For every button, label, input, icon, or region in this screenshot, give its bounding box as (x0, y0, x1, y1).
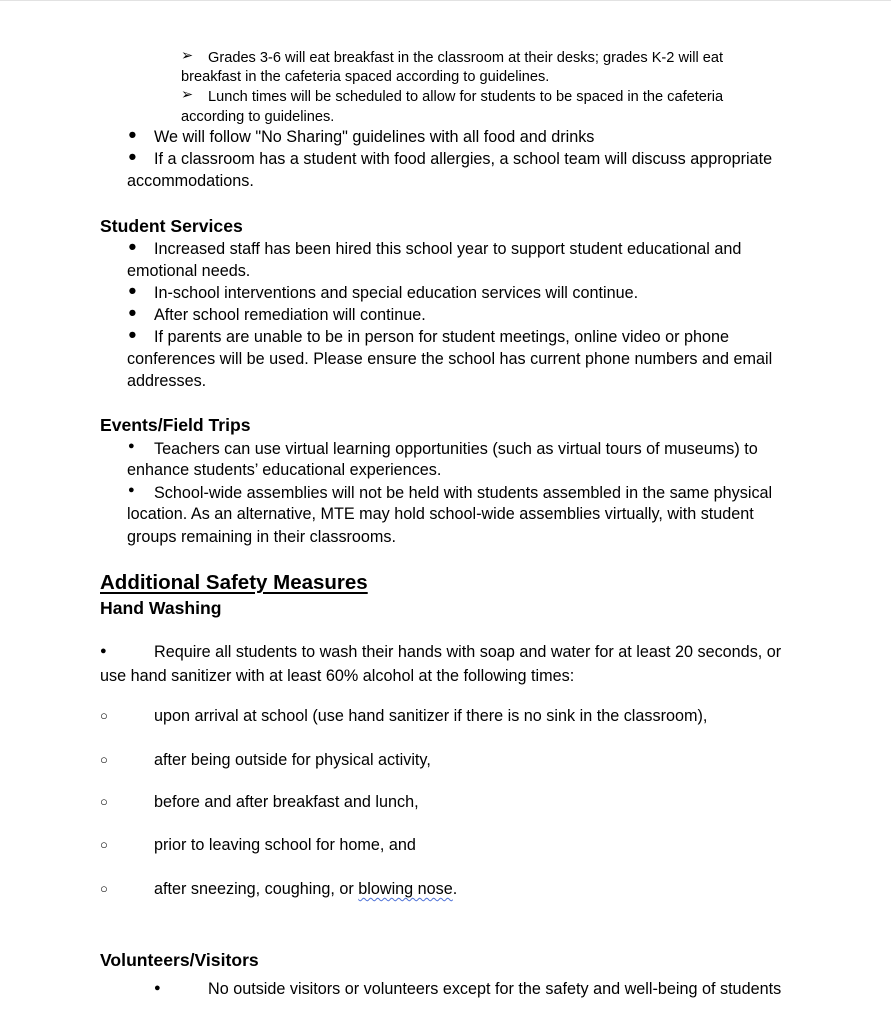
hand-washing-time-2: after being outside for physical activity, (154, 751, 431, 769)
hand-washing-time-5 (154, 878, 457, 900)
hand-washing-time-4: prior to leaving school for home, and (154, 836, 416, 854)
volunteers-item-1: No outside visitors or volunteers except for the safety and well-being of students (208, 980, 782, 998)
meals-sub-item-2-line2: according to guidelines. (181, 109, 335, 125)
meals-sub-item-1-line2: breakfast in the cafeteria spaced according to guidelines. (181, 69, 550, 85)
student-services-item-2-line1: In-school interventions and special education services will continue. (154, 284, 639, 302)
bullet-icon: ● (128, 127, 137, 143)
hand-washing-intro-line2: use hand sanitizer with at least 60% alcohol at the following times: (100, 667, 575, 685)
circle-bullet-icon: ○ (100, 708, 108, 723)
circle-bullet-icon: ○ (100, 752, 108, 767)
spellcheck-flagged-word[interactable]: blowing nose (358, 880, 453, 898)
student-services-item-4-line2: conferences will be used. Please ensure the school has current phone numbers and email (127, 350, 773, 368)
bullet-icon: ● (128, 305, 137, 321)
hand-washing-heading: Hand Washing (100, 598, 222, 618)
events-item-2-line1: School-wide assemblies will not be held with students assembled in the same physical (154, 484, 773, 502)
volunteers-heading: Volunteers/Visitors (100, 950, 259, 970)
meals-item-1-line1: We will follow "No Sharing" guidelines with all food and drinks (154, 128, 595, 146)
hand-washing-time-1: upon arrival at school (use hand sanitizer if there is no sink in the classroom), (154, 707, 708, 725)
arrow-bullet-icon: ➢ (181, 87, 194, 103)
bullet-icon: ● (128, 149, 137, 165)
events-heading: Events/Field Trips (100, 415, 251, 435)
student-services-item-1-line2: emotional needs. (127, 262, 251, 280)
events-item-2-line2: location. As an alternative, MTE may hold school-wide assemblies virtually, with student (127, 505, 754, 523)
student-services-item-3-line1: After school remediation will continue. (154, 306, 426, 324)
bullet-icon: ● (128, 327, 137, 343)
circle-bullet-icon: ○ (100, 881, 108, 896)
circle-bullet-icon: ○ (100, 794, 108, 809)
hand-washing-time-3: before and after breakfast and lunch, (154, 793, 419, 811)
page-top-border (0, 0, 891, 1)
hand-washing-time-5-prefix: after sneezing, coughing, or (154, 880, 359, 898)
arrow-bullet-icon: ➢ (181, 48, 194, 64)
bullet-icon: ● (128, 484, 135, 496)
events-item-1-line2: enhance students’ educational experiences. (127, 461, 442, 479)
events-item-2-line3: groups remaining in their classrooms. (127, 528, 397, 546)
circle-bullet-icon: ○ (100, 837, 108, 852)
events-item-1-line1: Teachers can use virtual learning opportunities (such as virtual tours of museums) to (154, 440, 758, 458)
hand-washing-intro-line1: Require all students to wash their hands with soap and water for at least 20 seconds, or (154, 643, 782, 661)
meals-item-2-line2: accommodations. (127, 172, 254, 190)
bullet-icon: ● (128, 283, 137, 299)
student-services-item-1-line1: Increased staff has been hired this school year to support student educational and (154, 240, 742, 258)
meals-sub-item-2-line1: Lunch times will be scheduled to allow for students to be spaced in the cafeteria (208, 89, 724, 105)
student-services-item-4-line1: If parents are unable to be in person for student meetings, online video or phone (154, 328, 730, 346)
meals-item-2-line1: If a classroom has a student with food allergies, a school team will discuss appropriate (154, 150, 773, 168)
bullet-icon: ● (100, 645, 107, 657)
bullet-icon: ● (128, 440, 135, 452)
hand-washing-time-5-suffix: . (452, 880, 458, 898)
student-services-item-4-line3: addresses. (127, 372, 207, 390)
student-services-heading: Student Services (100, 216, 243, 236)
bullet-icon: ● (154, 982, 161, 994)
additional-safety-title: Additional Safety Measures (100, 571, 368, 594)
meals-sub-item-1-line1: Grades 3-6 will eat breakfast in the classroom at their desks; grades K-2 will eat (208, 50, 724, 66)
bullet-icon: ● (128, 239, 137, 255)
